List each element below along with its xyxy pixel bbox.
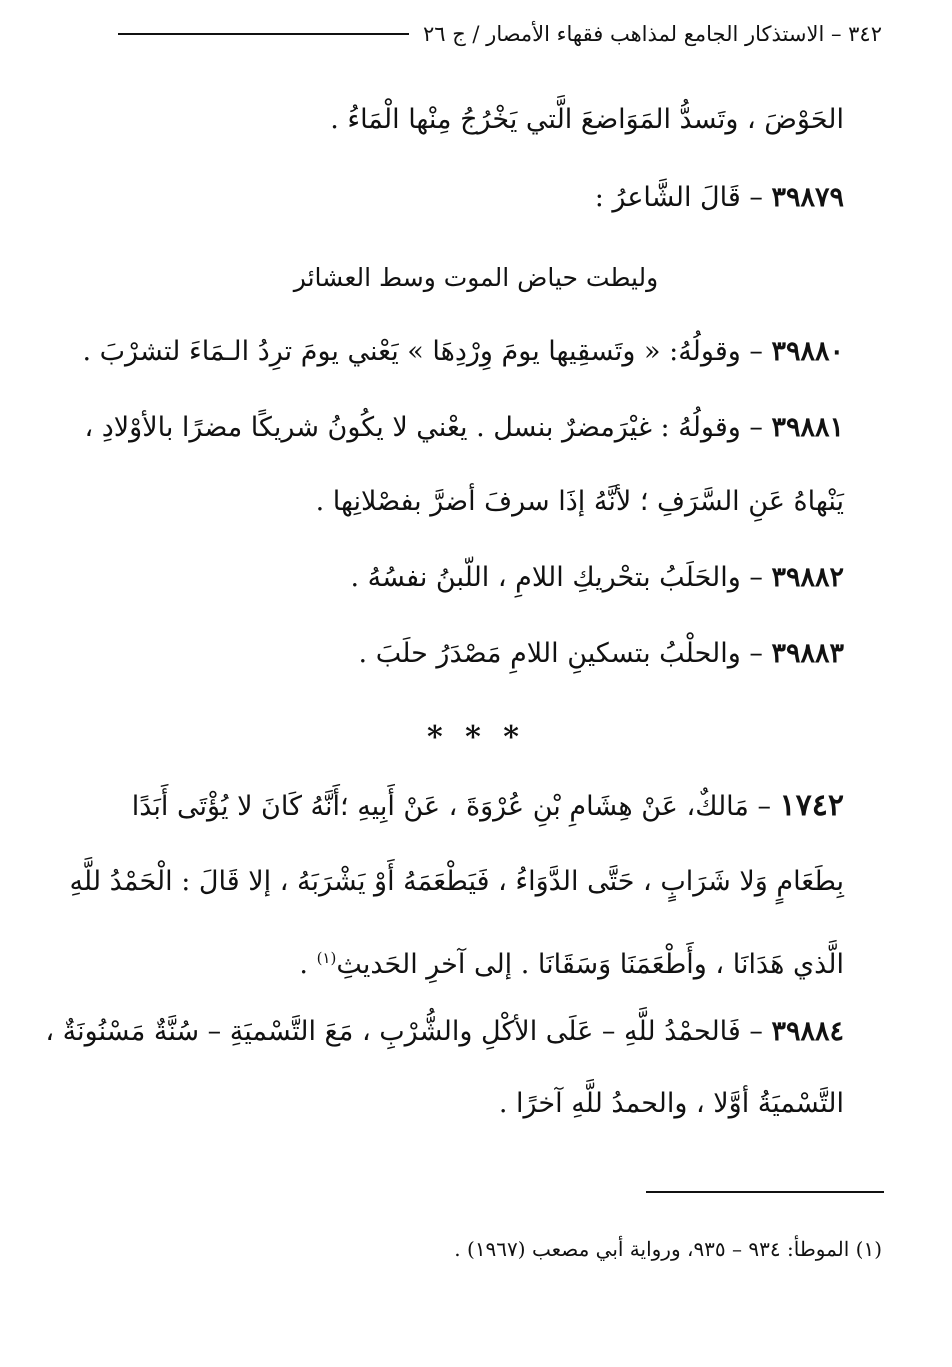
paragraph-number: ٣٩٨٨٣ bbox=[771, 638, 844, 669]
running-header bbox=[118, 14, 882, 54]
paragraph-39882 bbox=[100, 558, 844, 598]
paragraph-number: ٣٩٨٨٤ bbox=[771, 1016, 844, 1047]
paragraph-number: ٣٩٨٧٩ bbox=[771, 182, 844, 213]
hadith-1742 bbox=[100, 786, 844, 827]
paragraph-39884-continued: التَّسْميَةُ أوَّلا ، والحمدُ للَّهِ آخرًا . bbox=[498, 1088, 844, 1119]
paragraph-text: – وقولُهُ : غيْرَمضرٌ بنسل . يعْني لا يكُونُ شريكًا مضرًا بالأوْلادِ ، bbox=[84, 412, 772, 443]
header-rule bbox=[118, 33, 409, 35]
paragraph-number: ٣٩٨٨٢ bbox=[771, 562, 844, 593]
hadith-text: – مَالكٌ، عَنْ هِشَامِ بْنِ عُرْوَةَ ، عَنْ أَبِيهِ ؛أَنَّهُ كَانَ لا يُؤْتَى أَبَدًا bbox=[131, 791, 780, 822]
page-header-title: ٣٤٢ – الاستذكار الجامع لمذاهب فقهاء الأمصار / ج ٢٦ bbox=[422, 22, 882, 46]
paragraph-39879 bbox=[100, 178, 844, 218]
hadith-number: ١٧٤٢ bbox=[779, 788, 844, 823]
text-line-1: الحَوْضَ ، وتَسدُّ المَوَاضعَ الَّتي يَخْرُجُ مِنْها الْمَاءُ . bbox=[330, 104, 844, 135]
poetry-verse: وليطت حياض الموت وسط العشائر bbox=[293, 263, 659, 292]
paragraph-39884 bbox=[45, 1012, 844, 1052]
paragraph-text: – فَالحمْدُ للَّهِ – عَلَى الأكْلِ والشُّرْبِ ، مَعَ التَّسْميَةِ – سُنَّةٌ مَسْنُونَةٌ ، bbox=[45, 1016, 772, 1047]
paragraph-number: ٣٩٨٨١ bbox=[771, 412, 844, 443]
section-separator: * * * bbox=[427, 720, 525, 755]
footnote-reference[interactable]: (١) bbox=[316, 949, 337, 967]
paragraph-text: – قَالَ الشَّاعرُ : bbox=[594, 182, 772, 213]
paragraph-text: – وقولُهُ: « وتَسقِيها يومَ وِرْدِهَا » يَعْني يومَ ترِدُ الـمَاءَ لتشرْبَ . bbox=[82, 336, 772, 367]
paragraph-text: – والحَلَبُ بتحْريكِ اللامِ ، اللّبنُ نفسُهُ . bbox=[350, 562, 772, 593]
paragraph-39881 bbox=[84, 408, 844, 448]
hadith-1742-line-2: بِطَعَامٍ وَلا شَرَابٍ ، حَتَّى الدَّوَاءُ ، فَيَطْعَمَهُ أَوْ يَشْرَبَهُ ، إلا قَالَ : الْحَمْدُ للَّهِ bbox=[69, 866, 844, 897]
paragraph-text: – والحلْبُ بتسكينِ اللامِ مَصْدَرُ حلَبَ . bbox=[358, 638, 772, 669]
footnote-rule bbox=[646, 1191, 884, 1193]
paragraph-number: ٣٩٨٨٠ bbox=[771, 336, 844, 367]
paragraph-39883 bbox=[100, 634, 844, 674]
paragraph-39880 bbox=[82, 332, 844, 372]
paragraph-39881-continued: يَنْهاهُ عَنِ السَّرَفِ ؛ لأنَّهُ إذَا سرفَ أضرَّ بفصْلانِها . bbox=[315, 486, 844, 517]
footnote-text: (١) الموطأ: ٩٣٤ – ٩٣٥، ورواية أبي مصعب (١٩٦٧) . bbox=[454, 1237, 882, 1261]
hadith-1742-line-3: الَّذي هَدَانَا ، وأَطْعَمَنَا وَسَقَانَا . إلى آخرِ الحَديثِ$^{(١)}$ . bbox=[299, 949, 844, 980]
